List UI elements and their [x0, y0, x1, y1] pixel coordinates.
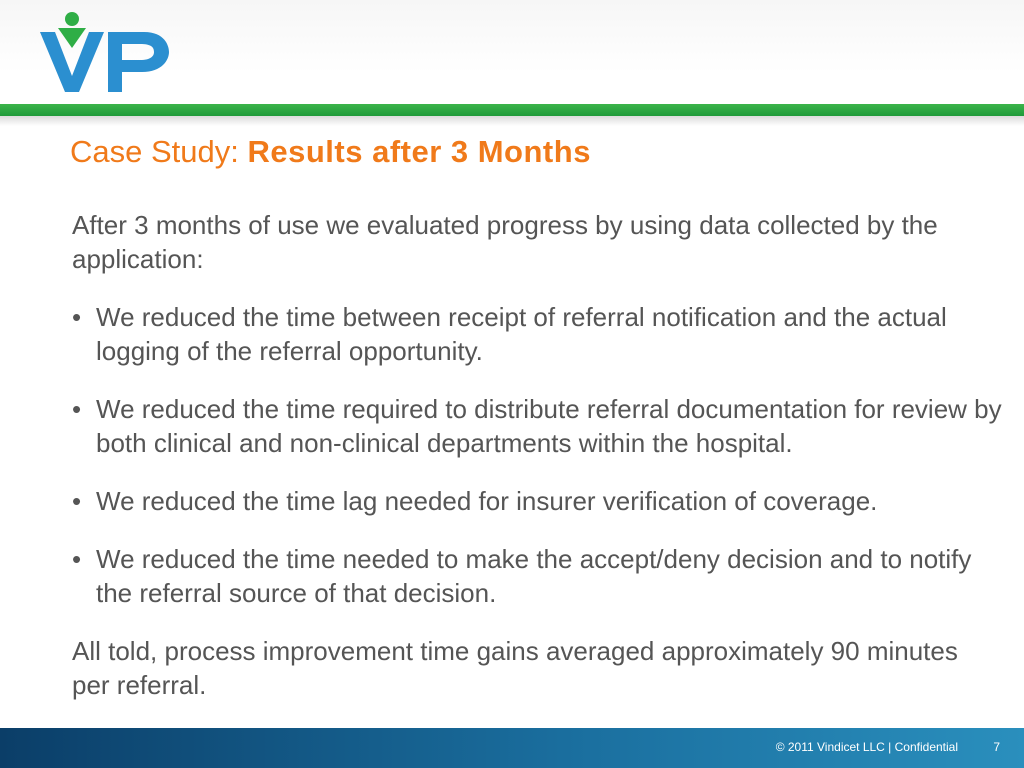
bullet-icon: • [72, 302, 82, 332]
bullet-icon: • [72, 544, 82, 574]
bullet-text: We reduced the time lag needed for insurer verification of coverage. [96, 486, 878, 516]
footer-copyright: © 2011 Vindicet LLC | Confidential [775, 740, 958, 754]
header-bar-shadow [0, 116, 1024, 126]
title-emphasis: Results after 3 Months [247, 134, 591, 169]
bullet-icon: • [72, 486, 82, 516]
bullet-item [72, 392, 1002, 460]
intro-paragraph: After 3 months of use we evaluated progress by using data collected by the application: [72, 210, 938, 274]
conclusion-paragraph: All told, process improvement time gains averaged approximately 90 minutes per referral. [72, 636, 958, 700]
vp-logo [38, 10, 172, 96]
title-prefix: Case Study: [70, 134, 248, 169]
slide-body [72, 208, 1002, 702]
logo-p-letter [108, 32, 169, 92]
header-green-bar [0, 104, 1024, 116]
bullet-icon: • [72, 394, 82, 424]
bullet-text: We reduced the time needed to make the accept/deny decision and to notify the referral source of that decision. [96, 544, 972, 608]
results-bullet-list [72, 300, 1002, 610]
bullet-item [72, 542, 1002, 610]
page-number: 7 [993, 740, 1000, 754]
bullet-item [72, 300, 1002, 368]
footer-bar [0, 728, 1024, 768]
logo-person-head-icon [65, 12, 79, 26]
bullet-text: We reduced the time between receipt of referral notification and the actual logging of the referral opportunity. [96, 302, 947, 366]
slide-title [70, 134, 591, 170]
logo-person-body-icon [58, 28, 86, 48]
bullet-item [72, 484, 1002, 518]
bullet-text: We reduced the time required to distribute referral documentation for review by both clinical and non-clinical departments within the hospital. [96, 394, 1002, 458]
